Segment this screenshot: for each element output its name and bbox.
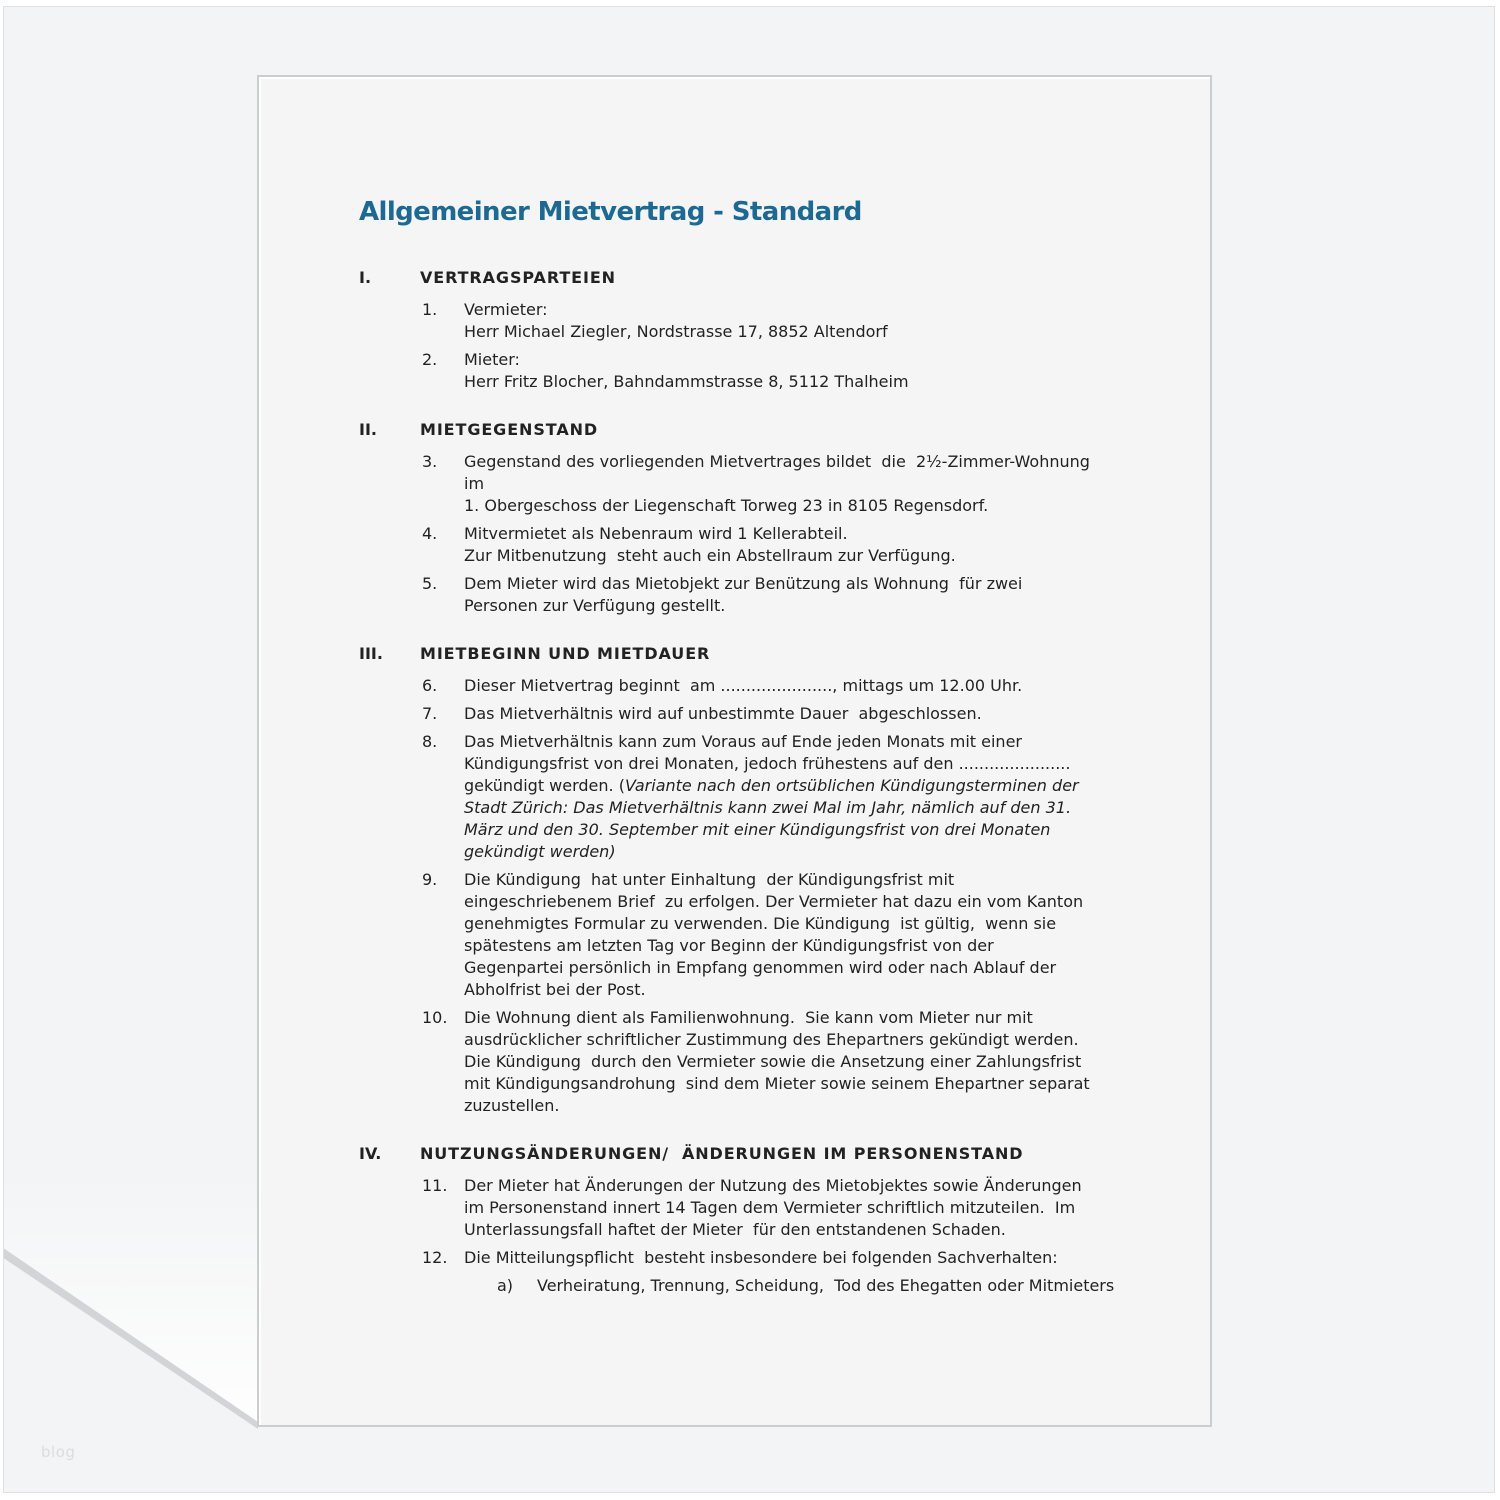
italic-text-run: Variante nach den ortsüblichen Kündigungsterminen der xyxy=(624,776,1079,795)
text-line: genehmigtes Formular zu verwenden. Die Kündigung ist gültig, wenn sie xyxy=(464,914,1057,933)
text-line: im Personenstand innert 14 Tagen dem Vermieter schriftlich mitzuteilen. Im xyxy=(464,1198,1076,1217)
section-heading-row xyxy=(359,267,1170,289)
document-page xyxy=(257,75,1212,1427)
section-vertragsparteien xyxy=(359,267,1170,393)
clause-number: 4. xyxy=(422,524,438,543)
text-line: mit Kündigungsandrohung sind dem Mieter sowie seinem Ehepartner separat xyxy=(464,1074,1090,1093)
text-line: Dieser Mietvertrag beginnt am ......................, mittags um 12.00 Uhr. xyxy=(464,676,1023,695)
contract-clause xyxy=(359,451,1170,517)
clause-number: 7. xyxy=(422,704,438,723)
section-title: VERTRAGSPARTEIEN xyxy=(420,268,616,287)
text-line: Herr Fritz Blocher, Bahndammstrasse 8, 5112 Thalheim xyxy=(464,372,909,391)
text-line: Mitvermietet als Nebenraum wird 1 Kellerabteil. xyxy=(464,524,848,543)
text-line: Das Mietverhältnis kann zum Voraus auf Ende jeden Monats mit einer xyxy=(464,732,1022,751)
clause-number: 8. xyxy=(422,732,438,751)
text-line: ausdrücklicher schriftlicher Zustimmung des Ehepartners gekündigt werden. xyxy=(464,1030,1079,1049)
contract-clause xyxy=(359,1175,1170,1241)
contract-clause xyxy=(359,523,1170,567)
sub-clause xyxy=(464,1275,1170,1297)
clause-body xyxy=(464,703,1170,725)
text-line: Die Wohnung dient als Familienwohnung. Sie kann vom Mieter nur mit xyxy=(464,1008,1033,1027)
document-title: Allgemeiner Mietvertrag - Standard xyxy=(359,197,862,227)
text-line: spätestens am letzten Tag vor Beginn der Kündigungsfrist von der xyxy=(464,936,994,955)
contract-clause xyxy=(359,1247,1170,1297)
text-line: Zur Mitbenutzung steht auch ein Abstellraum zur Verfügung. xyxy=(464,546,956,565)
text-line: Kündigungsfrist von drei Monaten, jedoch frühestens auf den ...................... xyxy=(464,754,1071,773)
contract-clause xyxy=(359,731,1170,863)
clause-body xyxy=(464,1247,1170,1297)
text-line: Gegenstand des vorliegenden Mietvertrages bildet die 2½-Zimmer-Wohnung xyxy=(464,452,1090,471)
clause-body xyxy=(464,1175,1170,1241)
clause-number: 12. xyxy=(422,1248,448,1267)
text-line: Herr Michael Ziegler, Nordstrasse 17, 8852 Altendorf xyxy=(464,322,888,341)
clause-number: 10. xyxy=(422,1008,448,1027)
text-line: Die Kündigung durch den Vermieter sowie die Ansetzung einer Zahlungsfrist xyxy=(464,1052,1082,1071)
text-line: Dem Mieter wird das Mietobjekt zur Benützung als Wohnung für zwei xyxy=(464,574,1023,593)
clause-number: 11. xyxy=(422,1176,448,1195)
section-numeral: I. xyxy=(359,268,372,287)
section-mietgegenstand xyxy=(359,419,1170,617)
text-run: gekündigt werden. ( xyxy=(464,776,625,795)
clause-number: 3. xyxy=(422,452,438,471)
section-title: NUTZUNGSÄNDERUNGEN/ ÄNDERUNGEN IM PERSONENSTAND xyxy=(420,1144,1024,1163)
text-line: Stadt Zürich: Das Mietverhältnis kann zwei Mal im Jahr, nämlich auf den 31. xyxy=(464,798,1072,817)
clause-body xyxy=(464,523,1170,567)
section-mietbeginn xyxy=(359,643,1170,1117)
clause-number: 1. xyxy=(422,300,438,319)
text-line: Vermieter: xyxy=(464,300,548,319)
clause-body xyxy=(464,869,1170,1001)
contract-clause xyxy=(359,703,1170,725)
text-line: Verheiratung, Trennung, Scheidung, Tod des Ehegatten oder Mitmieters xyxy=(537,1276,1115,1295)
text-line: zuzustellen. xyxy=(464,1096,560,1115)
section-title: MIETBEGINN UND MIETDAUER xyxy=(420,644,711,663)
text-line: Der Mieter hat Änderungen der Nutzung des Mietobjektes sowie Änderungen xyxy=(464,1176,1082,1195)
text-line: Personen zur Verfügung gestellt. xyxy=(464,596,726,615)
clause-body xyxy=(464,451,1170,517)
text-line: gekündigt werden) xyxy=(464,842,616,861)
clause-body xyxy=(464,1007,1170,1117)
contract-clause xyxy=(359,869,1170,1001)
text-line: Das Mietverhältnis wird auf unbestimmte Dauer abgeschlossen. xyxy=(464,704,982,723)
clause-body xyxy=(464,349,1170,393)
text-line: Die Kündigung hat unter Einhaltung der Kündigungsfrist mit xyxy=(464,870,955,889)
contract-clause xyxy=(359,1007,1170,1117)
clause-number: 5. xyxy=(422,574,438,593)
document-content xyxy=(259,77,1210,1297)
text-line xyxy=(464,775,1170,797)
text-line: Abholfrist bei der Post. xyxy=(464,980,646,999)
text-line: 1. Obergeschoss der Liegenschaft Torweg 23 in 8105 Regensdorf. xyxy=(464,496,989,515)
text-line: Gegenpartei persönlich in Empfang genommen wird oder nach Ablauf der xyxy=(464,958,1057,977)
text-line: März und den 30. September mit einer Kündigungsfrist von drei Monaten xyxy=(464,820,1051,839)
clause-number: 2. xyxy=(422,350,438,369)
section-numeral: IV. xyxy=(359,1144,382,1163)
sub-clause-letter: a) xyxy=(497,1276,514,1295)
clause-body xyxy=(464,573,1170,617)
clause-body xyxy=(464,731,1170,863)
section-numeral: II. xyxy=(359,420,377,439)
text-line: Die Mitteilungspflicht besteht insbesondere bei folgenden Sachverhalten: xyxy=(464,1248,1058,1267)
text-line: Unterlassungsfall haftet der Mieter für den entstandenen Schaden. xyxy=(464,1220,1006,1239)
contract-clause xyxy=(359,299,1170,343)
text-line: eingeschriebenem Brief zu erfolgen. Der Vermieter hat dazu ein vom Kanton xyxy=(464,892,1084,911)
clause-number: 6. xyxy=(422,676,438,695)
section-title: MIETGEGENSTAND xyxy=(420,420,599,439)
clause-number: 9. xyxy=(422,870,438,889)
clause-body xyxy=(464,675,1170,697)
section-nutzungsaenderungen xyxy=(359,1143,1170,1297)
preview-background xyxy=(3,6,1495,1493)
section-heading-row xyxy=(359,643,1170,665)
text-line: im xyxy=(464,474,485,493)
contract-clause xyxy=(359,675,1170,697)
section-numeral: III. xyxy=(359,644,383,663)
watermark: blog xyxy=(41,1443,76,1461)
text-line: Mieter: xyxy=(464,350,520,369)
clause-body xyxy=(464,299,1170,343)
section-heading-row xyxy=(359,1143,1170,1165)
section-heading-row xyxy=(359,419,1170,441)
contract-clause xyxy=(359,349,1170,393)
page-fold-highlight xyxy=(4,1147,258,1429)
contract-clause xyxy=(359,573,1170,617)
